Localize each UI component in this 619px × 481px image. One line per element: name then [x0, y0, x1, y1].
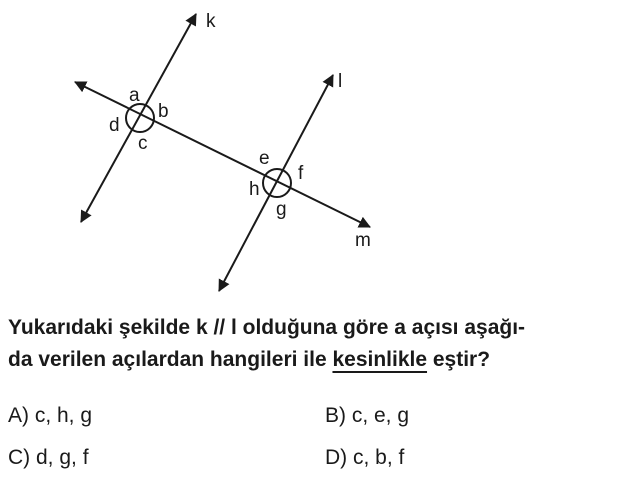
question-line-2-end: eştir?: [427, 348, 491, 371]
angle-label-h: h: [249, 179, 260, 200]
angle-label-f: f: [298, 163, 304, 184]
question-line-2: [8, 344, 613, 376]
question-line-1: Yukarıdaki şekilde k // l olduğuna göre a açısı aşağı-: [8, 316, 526, 339]
line-label-l: l: [338, 71, 343, 92]
line-l: [219, 75, 333, 291]
line-label-k: k: [206, 11, 216, 32]
angle-label-d: d: [109, 115, 120, 136]
option-d[interactable]: D) c, b, f: [325, 446, 405, 469]
angle-label-a: a: [129, 85, 140, 106]
question-line-2-start: da verilen açılardan hangileri ile: [8, 348, 333, 371]
question-text: [8, 312, 613, 376]
angle-label-c: c: [138, 133, 148, 154]
line-label-m: m: [355, 230, 371, 251]
emphasis-kesinlikle: kesinlikle: [332, 348, 428, 371]
option-a[interactable]: A) c, h, g: [8, 404, 93, 427]
option-b[interactable]: B) c, e, g: [325, 404, 410, 427]
angle-label-b: b: [158, 101, 169, 122]
angle-label-g: g: [276, 199, 287, 220]
line-k: [81, 14, 196, 222]
angle-label-e: e: [259, 148, 270, 169]
option-c[interactable]: C) d, g, f: [8, 446, 89, 469]
